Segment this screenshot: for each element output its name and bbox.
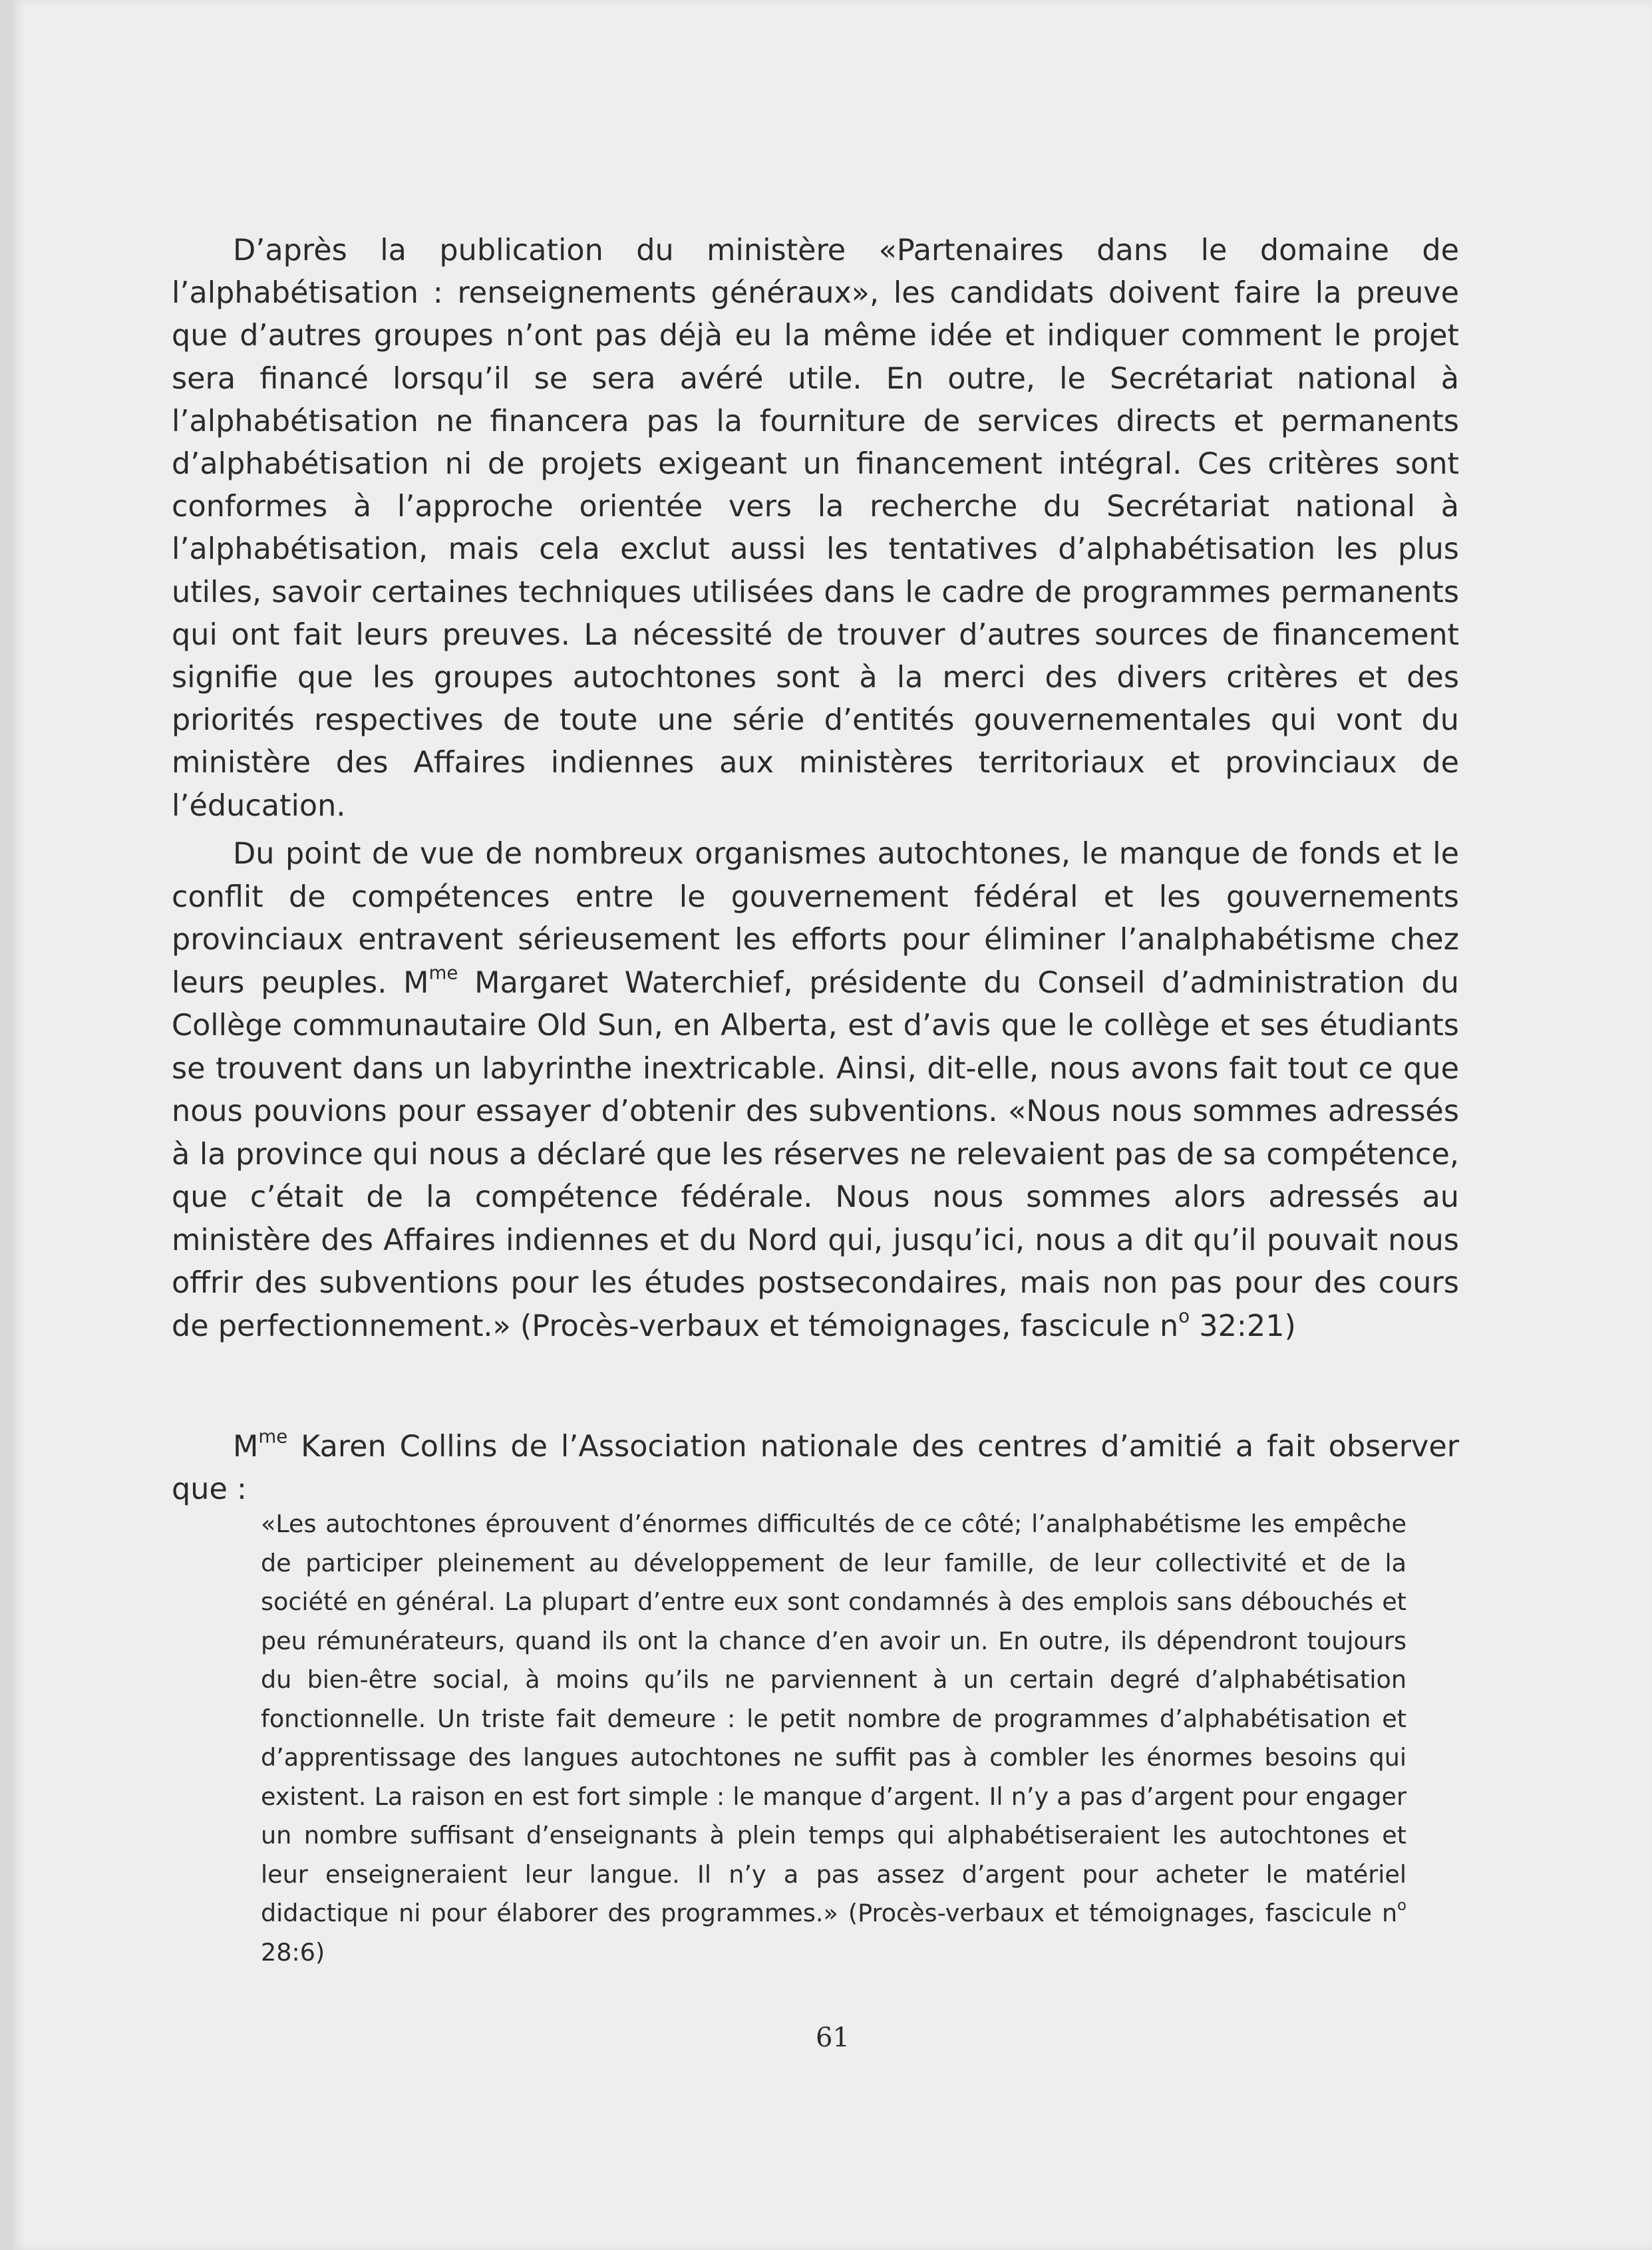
page-number: 61 — [816, 2022, 850, 2053]
quote-text: «Les autochtones éprouvent d’énormes difficultés de ce côté; l’analphabétisme les empêche de participer pleinement au développement de leur famille, de leur collectivité et de la société en général. La plupart d’entre eux sont condamnés à des emplois sans débouchés et peu rémunérateurs, quand ils ont la chance d’en avoir un. En outre, ils dépendront toujours du bien-être social, à moins qu’ils ne parviennent à un certain degré d’alphabétisation fonctionnelle. Un triste fait demeure : le petit nombre de programmes d’alphabétisation et d’apprentissage des langues autochtones ne suffit pas à combler les énormes besoins qui existent. La raison en est fort simple : le manque d’argent. Il n’y a pas d’argent pour engager un nombre suffisant d’enseignants à plein temps qui alphabétiseraient les autochtones et leur enseigneraient leur langue. Il n’y a pas assez d’argent pour acheter le matériel didactique ni pour élaborer des programmes.» (Procès-verbaux et témoignages, fascicule n — [261, 1510, 1406, 1927]
block-quote — [261, 1505, 1406, 1972]
paragraph-text: Karen Collins de l’Association nationale des centres d’amitié a fait observer que : — [172, 1430, 1459, 1506]
superscript: me — [428, 961, 458, 983]
paragraph-text: Margaret Waterchief, présidente du Conseil d’administration du Collège communautaire Old Sun, en Alberta, est d’avis que le collège et ses étudiants se trouvent dans un labyrinthe inextricable. Ainsi, dit-elle, nous avons fait tout ce que nous pouvions pour essayer d’obtenir des subventions. «Nous nous sommes adressés à la province qui nous a déclaré que les réserves ne relevaient pas de sa compétence, que c’était de la compétence fédérale. Nous nous sommes alors adressés au ministère des Affaires indiennes et du Nord qui, jusqu’ici, nous a dit qu’il pouvait nous offrir des subventions pour les études postsecondaires, mais non pas pour des cours de perfectionnement.» (Procès-verbaux et témoignages, fascicule n — [172, 965, 1459, 1343]
paragraph-text: M — [233, 1430, 259, 1464]
quote-text: 28:6) — [261, 1937, 325, 1967]
paragraph-text: Du point de vue de nombreux organismes autochtones, le manque de fonds et le conflit de compétences entre le gouvernement fédéral et les gouvernements provinciaux entravent sérieusement les efforts pour éliminer l’analphabétisme chez leurs peuples. M — [172, 837, 1459, 1000]
paragraph-quote-intro — [172, 1426, 1459, 1511]
paragraph-jurisdiction-conflict — [172, 833, 1459, 1348]
paragraph-funding-criteria — [172, 230, 1459, 828]
document-page — [13, 0, 1652, 2250]
paragraph-text: 32:21) — [1190, 1309, 1296, 1343]
paragraph-text: D’après la publication du ministère «Partenaires dans le domaine de l’alphabétisation : renseignements généraux», les candidats doivent faire la preuve que d’autres groupes n’ont pas déjà eu la même idée et indiquer comment le projet sera financé lorsqu’il se sera avéré utile. En outre, le Secrétariat national à l’alphabétisation ne financera pas la fourniture de services directs et permanents d’alphabétisation ni de projets exigeant un financement intégral. Ces critères sont conformes à l’approche orientée vers la recherche du Secrétariat national à l’alphabétisation, mais cela exclut aussi les tentatives d’alphabétisation les plus utiles, savoir certaines techniques utilisées dans le cadre de programmes permanents qui ont fait leurs preuves. La nécessité de trouver d’autres sources de financement signifie que les groupes autochtones sont à la merci des divers critères et des priorités respectives de toute une série d’entités gouvernementales qui vont du ministère des Affaires indiennes aux ministères territoriaux et provinciaux de l’éducation. — [172, 234, 1459, 823]
superscript: me — [258, 1425, 288, 1448]
superscript: o — [1397, 1897, 1406, 1915]
superscript: o — [1178, 1304, 1190, 1327]
